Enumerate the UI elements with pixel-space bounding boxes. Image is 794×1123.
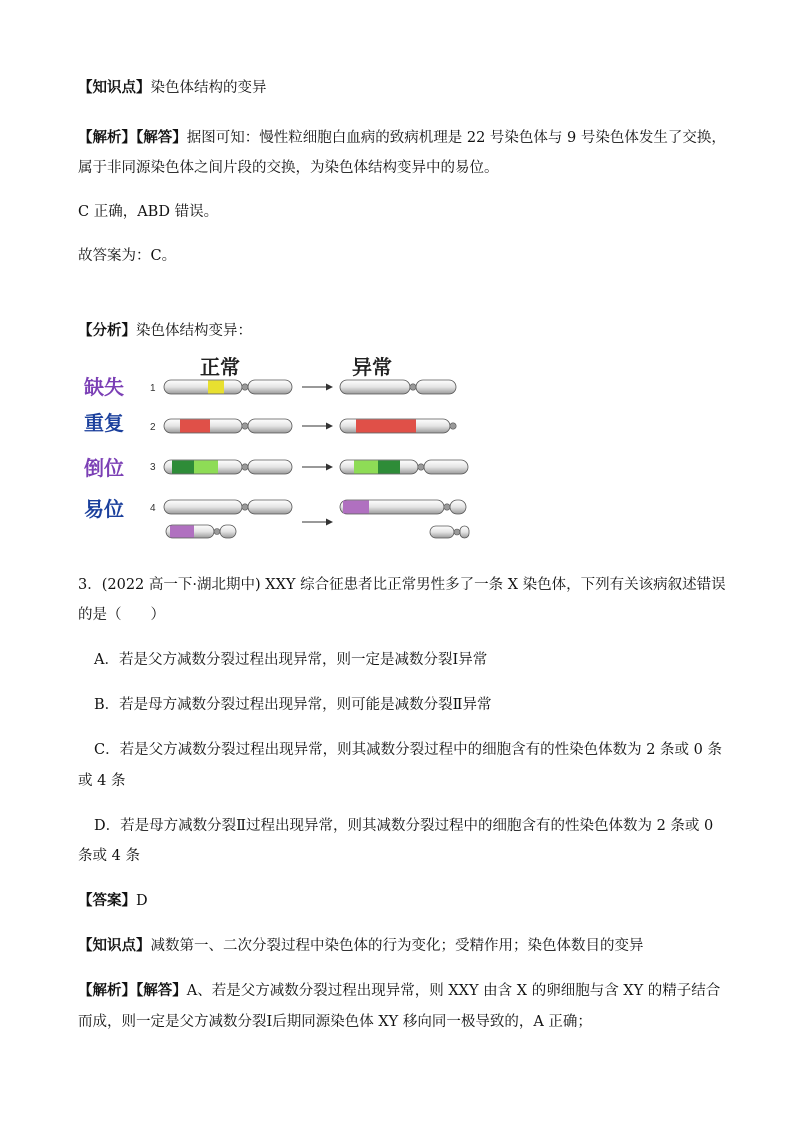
row2-abnormal-short-arm [420,419,462,433]
q3-option-d-line-2: 条或 4 条 [78,848,140,864]
knowledge-tag-q3: 【知识点】 [78,937,151,954]
row-num-3: 3 [150,462,156,473]
q3-analysis-line-2: 而成，则一定是父方减数分裂Ⅰ后期同源染色体 XY 移向同一极导致的，A 正确； [78,1014,592,1030]
row4-normal-chromosome-small [166,525,236,538]
knowledge-text: 染色体结构的变异 [150,80,267,96]
row-num-4: 4 [150,503,156,514]
row2-normal-chromosome [164,419,292,433]
row3-normal-chromosome [164,460,292,474]
row1-abnormal-chromosome [340,380,456,394]
answer-text: D [136,893,148,909]
q3-option-b: B．若是母方减数分裂过程出现异常，则可能是减数分裂Ⅱ异常 [94,697,492,713]
q3-answer-line [78,891,148,911]
row-num-1: 1 [150,383,156,394]
row3-abnormal-chromosome [340,460,468,474]
q3-option-c-line-1: C．若是父方减数分裂过程出现异常，则其减数分裂过程中的细胞含有的性染色体数为 2 条或 0 条 [94,742,722,758]
header-abnormal: 异常 [352,357,392,379]
q3-stem-line-1: 3．(2022 高一下·湖北期中) XXY 综合征患者比正常男性多了一条 X 染色体，下列有关该病叙述错误 [78,577,726,593]
chromosome-diagram [80,350,470,550]
analysis-text-q3: A、若是父方减数分裂过程出现异常，则 XXY 由含 X 的卵细胞与含 XY 的精子结合 [186,983,721,999]
analysis-line-2: 属于非同源染色体之间片段的交换，为染色体结构变异中的易位。 [78,160,499,176]
correct-line: C 正确，ABD 错误。 [78,204,219,220]
q3-option-c-line-2: 或 4 条 [78,773,126,789]
label-translocation: 易位 [84,497,124,521]
fenxi-tag: 【分析】 [78,322,136,339]
analysis-text: 据图可知：慢性粒细胞白血病的致病机理是 22 号染色体与 9 号染色体发生了交换， [186,130,726,146]
row-num-2: 2 [150,422,156,433]
header-normal: 正常 [200,357,240,379]
answer-line: 故答案为：C。 [78,248,177,264]
fenxi-line [78,321,252,341]
chromosome-variation-figure [80,350,470,550]
row4-normal-chromosome-large [164,500,292,514]
analysis-tag-q3: 【解析】【解答】 [78,982,187,999]
label-duplication: 重复 [84,411,124,435]
q3-stem-line-2: 的是（ ） [78,607,165,623]
row4-abnormal-chromosome-small [430,526,469,538]
q3-option-a: A．若是父方减数分裂过程出现异常，则一定是减数分裂Ⅰ异常 [94,652,488,668]
label-deletion: 缺失 [84,375,124,399]
answer-tag: 【答案】 [78,892,136,909]
analysis-tag: 【解析】【解答】 [78,129,187,146]
row1-normal-chromosome [164,380,292,394]
row4-abnormal-chromosome-large [340,500,466,514]
q3-knowledge-line [78,936,644,956]
knowledge-tag: 【知识点】 [78,79,151,96]
knowledge-point-line-1 [78,78,267,98]
knowledge-text-q3: 减数第一、二次分裂过程中染色体的行为变化；受精作用；染色体数目的变异 [150,938,644,954]
q3-analysis-line-1 [78,981,720,1001]
analysis-line-1 [78,128,726,148]
fenxi-text: 染色体结构变异： [136,323,252,339]
q3-option-d-line-1: D．若是母方减数分裂Ⅱ过程出现异常，则其减数分裂过程中的细胞含有的性染色体数为 2 条或 0 [94,818,714,834]
label-inversion: 倒位 [84,456,124,480]
